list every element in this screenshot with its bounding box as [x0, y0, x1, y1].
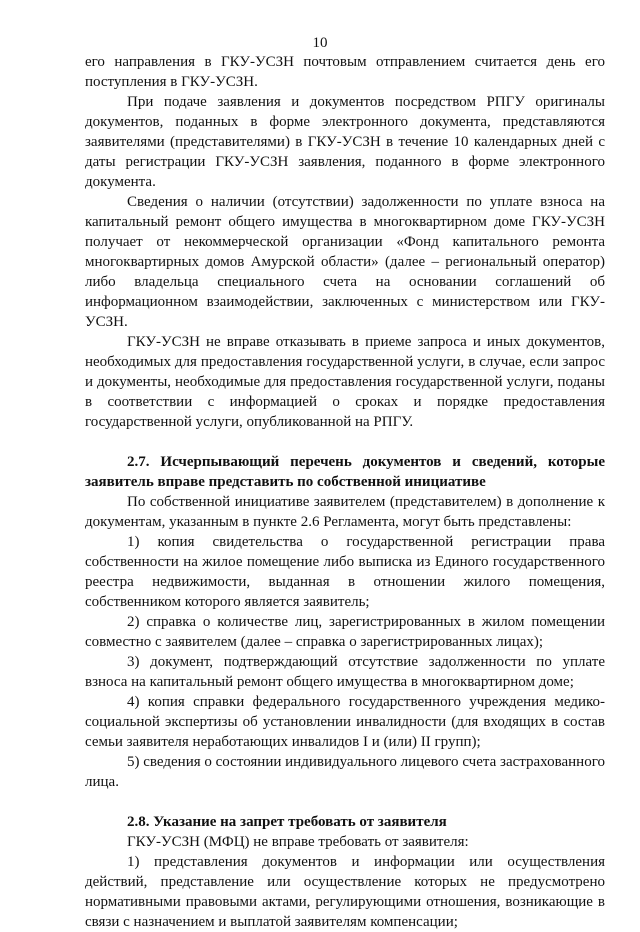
section-heading-2-7: 2.7. Исчерпывающий перечень документов и сведений, которые заявитель вправе представить по собственной инициативе [85, 454, 605, 490]
page-number: 10 [312, 35, 328, 51]
list-item: 5) сведения о состоянии индивидуального лицевого счета застрахованного лица. [85, 754, 605, 790]
page-content [85, 52, 605, 932]
paragraph-continuation: его направления в ГКУ-УСЗН почтовым отправлением считается день его поступления в ГКУ-УСЗН. [85, 54, 605, 90]
paragraph-debt-info: Сведения о наличии (отсутствии) задолженности по уплате взноса на капитальный ремонт общего имущества в многоквартирном доме ГКУ-УСЗН получает от некоммерческой организации «Фонд капитального ремонта многоквартирных домов Амурской области» (далее – региональный оператор) либо владельца специального счета на основании соглашений об информационном взаимодействии, заключенных с министерством или ГКУ-УСЗН. [85, 194, 605, 330]
paragraph-no-refusal: ГКУ-УСЗН не вправе отказывать в приеме запроса и иных документов, необходимых для предоставления государственной услуги, в случае, если запрос и документы, необходимые для предоставления государственной услуги, поданы в соответствии с информацией о сроках и порядке предоставления государственной услуги, опубликованной на РПГУ. [85, 334, 605, 430]
list-item: 1) представления документов и информации или осуществления действий, представление или осуществление которых не предусмотрено нормативными правовыми актами, регулирующими отношения, возникающие в связи с назначением и выплатой заявителям компенсации; [85, 854, 605, 930]
list-item: 2) справка о количестве лиц, зарегистрированных в жилом помещении совместно с заявителем (далее – справка о зарегистрированных лицах); [85, 614, 605, 650]
list-item: 3) документ, подтверждающий отсутствие задолженности по уплате взноса на капитальный ремонт общего имущества в многоквартирном доме; [85, 654, 605, 690]
section-2-8-intro: ГКУ-УСЗН (МФЦ) не вправе требовать от заявителя: [127, 834, 469, 850]
list-item: 1) копия свидетельства о государственной регистрации права собственности на жилое помещение либо выписка из Единого государственного реестра недвижимости, выданная в отношении жилого помещения, собственником которого является заявитель; [85, 534, 605, 610]
section-heading-2-8: 2.8. Указание на запрет требовать от заявителя [127, 814, 447, 830]
section-2-7-intro: По собственной инициативе заявителем (представителем) в дополнение к документам, указанным в пункте 2.6 Регламента, могут быть представлены: [85, 494, 605, 530]
list-item: 4) копия справки федерального государственного учреждения медико-социальной экспертизы об установлении инвалидности (для входящих в состав семьи заявителя неработающих инвалидов I и (или) II групп); [85, 694, 605, 750]
paragraph-rpgu-originals: При подаче заявления и документов посредством РПГУ оригиналы документов, поданных в форме электронного документа, представляются заявителями (представителями) в ГКУ-УСЗН в течение 10 календарных дней с даты регистрации ГКУ-УСЗН заявления, поданного в форме электронного документа. [85, 94, 605, 190]
